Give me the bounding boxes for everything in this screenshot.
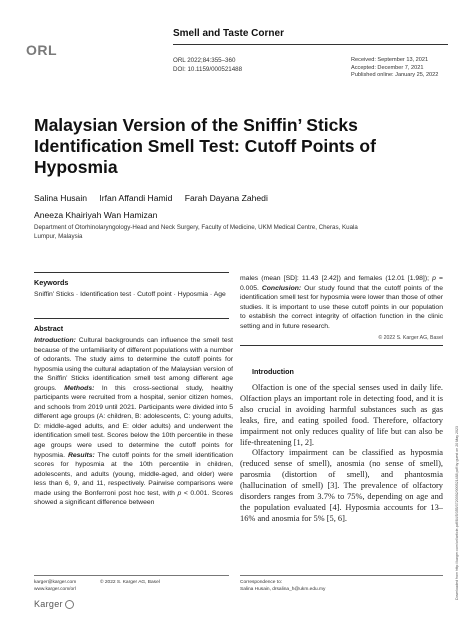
affiliation: Department of Otorhinolaryngology-Head and Neck Surgery, Faculty of Medicine, UKM Medical Centre, Cheras, Kuala Lumpur, Malaysia (34, 224, 358, 240)
abstract-right-text-2: = 0.005. (240, 275, 443, 292)
intro-rule (240, 345, 443, 346)
abstract-rule (34, 318, 229, 319)
footer-correspondence (240, 579, 325, 593)
introduction-paragraph-2: Olfactory impairment can be classified as hyposmia (reduced sense of smell), anosmia (no sense of smell), parosmia (distortion of smell), and phantosmia (hallucination of smell) [3]. The prevalence of olfactory disorders ranges from 3.7% to 75%, depending on age and the population evaluated [4]. Hyposmia accounts for 13–16% and anosmia for 5% [5, 6]. (240, 448, 443, 523)
journal-abbrev: ORL (26, 42, 58, 58)
abstract-right-column (240, 274, 443, 331)
publisher-logo (34, 599, 74, 609)
date-received: Received: September 13, 2021 (351, 57, 429, 63)
citation-block (173, 57, 242, 74)
keywords-heading: Keywords (34, 278, 69, 287)
keywords-rule (34, 272, 229, 273)
introduction-body (240, 383, 443, 525)
abstract-intro-label: Introduction: (34, 337, 76, 344)
date-published: Published online: January 25, 2022 (351, 72, 439, 79)
correspondence-label: Correspondence to: (240, 580, 283, 585)
author-1: Salina Husain (34, 193, 88, 203)
top-bar (0, 0, 474, 30)
footer-web[interactable]: www.karger.com/orl (34, 587, 76, 592)
article-title: Malaysian Version of the Sniffin’ Sticks Identification Smell Test: Cutoff Points of Hyposmia (34, 115, 376, 177)
abstract-intro-text: Cultural backgrounds can influence the smell test because of the unfamiliarity of different populations with a number of odorants. The study aims to determine the cutoff points for hyposmia using the cultural adaptation of the Malaysian version of the Sniffin’ Sticks identification smell test among different age groups. (34, 337, 233, 392)
correspondence-contact[interactable]: Salina Husain, drsalina_h@ukm.edu.my (240, 587, 326, 592)
abstract-methods-text: In this cross-sectional study, healthy participants were recruited from a hospital, senior citizen homes, and schools from 2019 until 2021. Participants were divided into 5 different age groups (A: children, B: adolescents, C: young adults, D: middle-aged adults, and E: older adults) and underwent the identification smell test. Scores below the 10th percentile in these age groups were used to determine the cutoff points for hyposmia. (34, 384, 233, 459)
abstract-right-text-1: males (mean [SD]: 11.43 [2.42]) and females (12.01 [1.98]); (240, 275, 433, 282)
date-accepted: Accepted: December 7, 2021 (351, 64, 424, 71)
abstract-results-label: Results: (67, 451, 95, 459)
abstract-conclusion-text: Our study found that the cutoff points of the identification smell test for hyposmia were lower than those of other studies. It is important to use these cutoff points in our population to establish the correct integrity of olfaction function in the clinic setting and in future research. (240, 284, 443, 330)
abstract-copyright: © 2022 S. Karger AG, Basel (378, 335, 443, 341)
publisher-logo-mark-icon (65, 600, 74, 609)
citation-doi[interactable]: DOI: 10.1159/000521488 (173, 65, 243, 73)
author-2: Irfan Affandi Hamid (99, 193, 173, 203)
dates-block (351, 57, 438, 80)
section-rule (173, 44, 448, 45)
abstract-p-symbol: p (177, 489, 182, 497)
footer-contact (34, 579, 76, 593)
abstract-right-p: p (432, 275, 436, 282)
footer-rule-left (34, 575, 229, 576)
author-3: Farah Dayana Zahedi (184, 193, 268, 203)
abstract-heading: Abstract (34, 324, 64, 333)
abstract-results-end: < 0.001. Scores showed a significant difference between (34, 489, 233, 507)
download-side-note: Downloaded from http://karger.com/orl/article-pdf/84/5/355/3720392/000521488.pdf by guest on 20 May 2023 (455, 425, 459, 600)
abstract-results-text: The cutoff points for the smell identification scores for hyposmia at the 10th percentile in children, adolescents, and adults (young, middle-aged, and older) were less than 6, 9, and 11, respectively. Pairwise comparisons were made using the Bonferroni post hoc test, with (34, 451, 233, 497)
footer-email[interactable]: karger@karger.com (34, 580, 77, 585)
abstract-conclusion-label: Conclusion: (261, 284, 302, 292)
footer-rule-right (240, 575, 443, 576)
author-4: Aneeza Khairiyah Wan Hamizan (34, 210, 158, 220)
introduction-paragraph-1: Olfaction is one of the special senses used in daily life. Olfaction plays an important role in detecting food, and it is also crucial in avoiding harmful substances such as gas leaks, fire, and eating spoiled food. Therefore, olfactory impairment not only reduces quality of life but can also be life-threatening [1, 2]. (240, 383, 443, 447)
abstract-methods-label: Methods: (64, 384, 95, 392)
publisher-logo-text: Karger (34, 599, 63, 609)
footer-copyright: © 2022 S. Karger AG, Basel (100, 580, 160, 585)
abstract-left-column (34, 336, 233, 508)
citation-volume: ORL 2022;84:355–360 (173, 57, 236, 64)
author-list (34, 190, 424, 224)
introduction-heading: Introduction (252, 367, 294, 376)
section-name: Smell and Taste Corner (173, 28, 284, 39)
keywords-text: Sniffin’ Sticks · Identification test · Cutoff point · Hyposmia · Age (34, 291, 226, 298)
